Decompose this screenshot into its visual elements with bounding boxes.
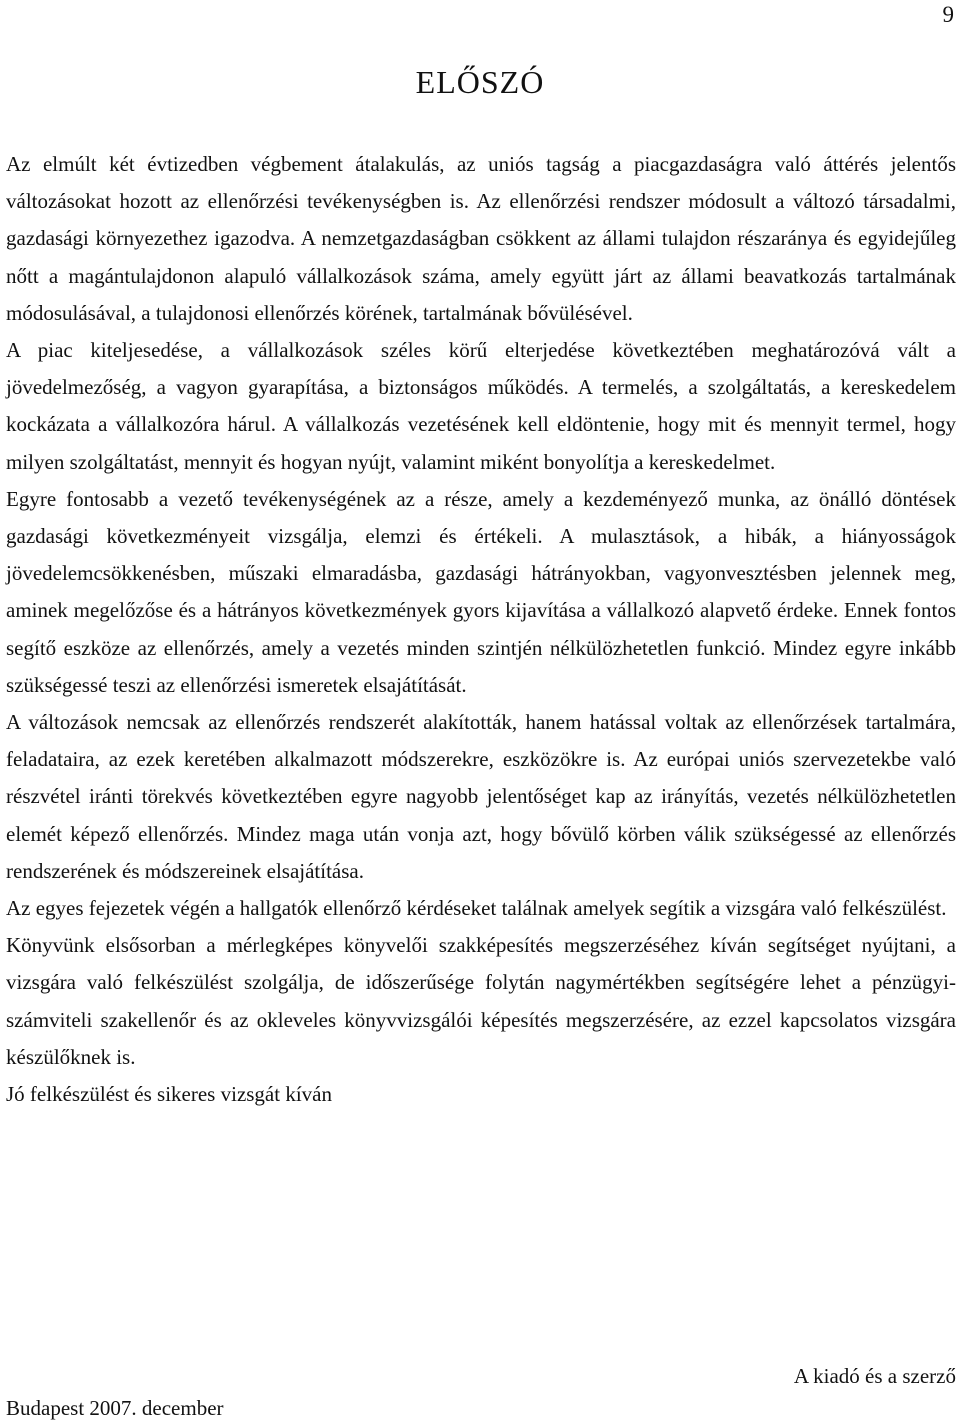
paragraph-1: Az elmúlt két évtizedben végbement átalakulás, az uniós tagság a piacgazdaságra való áttérés jelentős változásokat hozott az ellenőrzési tevékenységben is. Az ellenőrzési rendszer módosult a változó társadalmi, gazdasági környezethez igazodva. A nemzetgazdaságban csökkent az állami tulajdon részaránya és egyidejűleg nőtt a magántulajdonon alapuló vállalkozások száma, amely együtt járt az állami beavatkozás tartalmának módosulásával, a tulajdonosi ellenőrzés körének, tartalmának bővülésével. — [6, 152, 956, 325]
paragraph-2: A piac kiteljesedése, a vállalkozások széles körű elterjedése következtében meghatározóvá vált a jövedelmezőség, a vagyon gyarapítása, a biztonságos működés. A termelés, a szolgáltatás, a kereskedelem kockázata a vállalkozóra hárul. A vállalkozás vezetésének kell eldöntenie, hogy mit és mennyit termel, hogy milyen szolgáltatást, mennyit és hogyan nyújt, valamint miként bonyolítja a kereskedelmet. — [6, 338, 956, 474]
page-title: ELŐSZÓ — [415, 64, 545, 100]
signature: A kiadó és a szerző — [793, 1364, 956, 1388]
paragraph-6: Könyvünk elsősorban a mérlegképes könyvelői szakképesítés megszerzéséhez kíván segítséget nyújtani, a vizsgára való felkészülést szolgálja, de időszerűsége folytán nagymértékben segítségére lehet a pénzügyi-számviteli szakellenőr és az okleveles könyvvizsgálói képesítés megszerzésére, az ezzel kapcsolatos vizsgára készülőknek is. — [6, 933, 956, 1069]
paragraph-7: Jó felkészülést és sikeres vizsgát kíván — [6, 1082, 332, 1107]
body-text — [6, 146, 956, 1113]
paragraph-3: Egyre fontosabb a vezető tevékenységének az a része, amely a kezdeményező munka, az önálló döntések gazdasági következményeit vizsgálja, elemzi és értékeli. A mulasztások, a hibák, a hiányosságok jövedelemcsökkenésben, műszaki elmaradásba, gazdasági hátrányokban, vagyonvesztésben jelennek meg, aminek megelőzőse és a hátrányos következmények gyors kijavítása a vállalkozó alapvető érdeke. Ennek fontos segítő eszköze az ellenőrzés, amely a vezetés minden szintjén nélkülözhetetlen funkció. Mindez egyre inkább szükségessé teszi az ellenőrzési ismeretek elsajátítását. — [6, 486, 956, 697]
paragraph-5: Az egyes fejezetek végén a hallgatók ellenőrző kérdéseket találnak amelyek segítik a vizsgára való felkészülést. — [6, 896, 947, 921]
page-number: 9 — [942, 2, 954, 27]
paragraph-4: A változások nemcsak az ellenőrzés rendszerét alakították, hanem hatással voltak az ellenőrzések tartalmára, feladataira, az ezek keretében alkalmazott módszerekre, eszközökre is. Az európai uniós szervezetekbe való részvétel iránti törekvés következtében egyre nagyobb jelentőséget kap az irányítás, vezetés nélkülözhetetlen elemét képező ellenőrzés. Mindez maga után vonja azt, hogy bővülő körben válik szükségessé az ellenőrzés rendszerének és módszereinek elsajátítása. — [6, 710, 956, 883]
place-date: Budapest 2007. december — [6, 1396, 224, 1420]
